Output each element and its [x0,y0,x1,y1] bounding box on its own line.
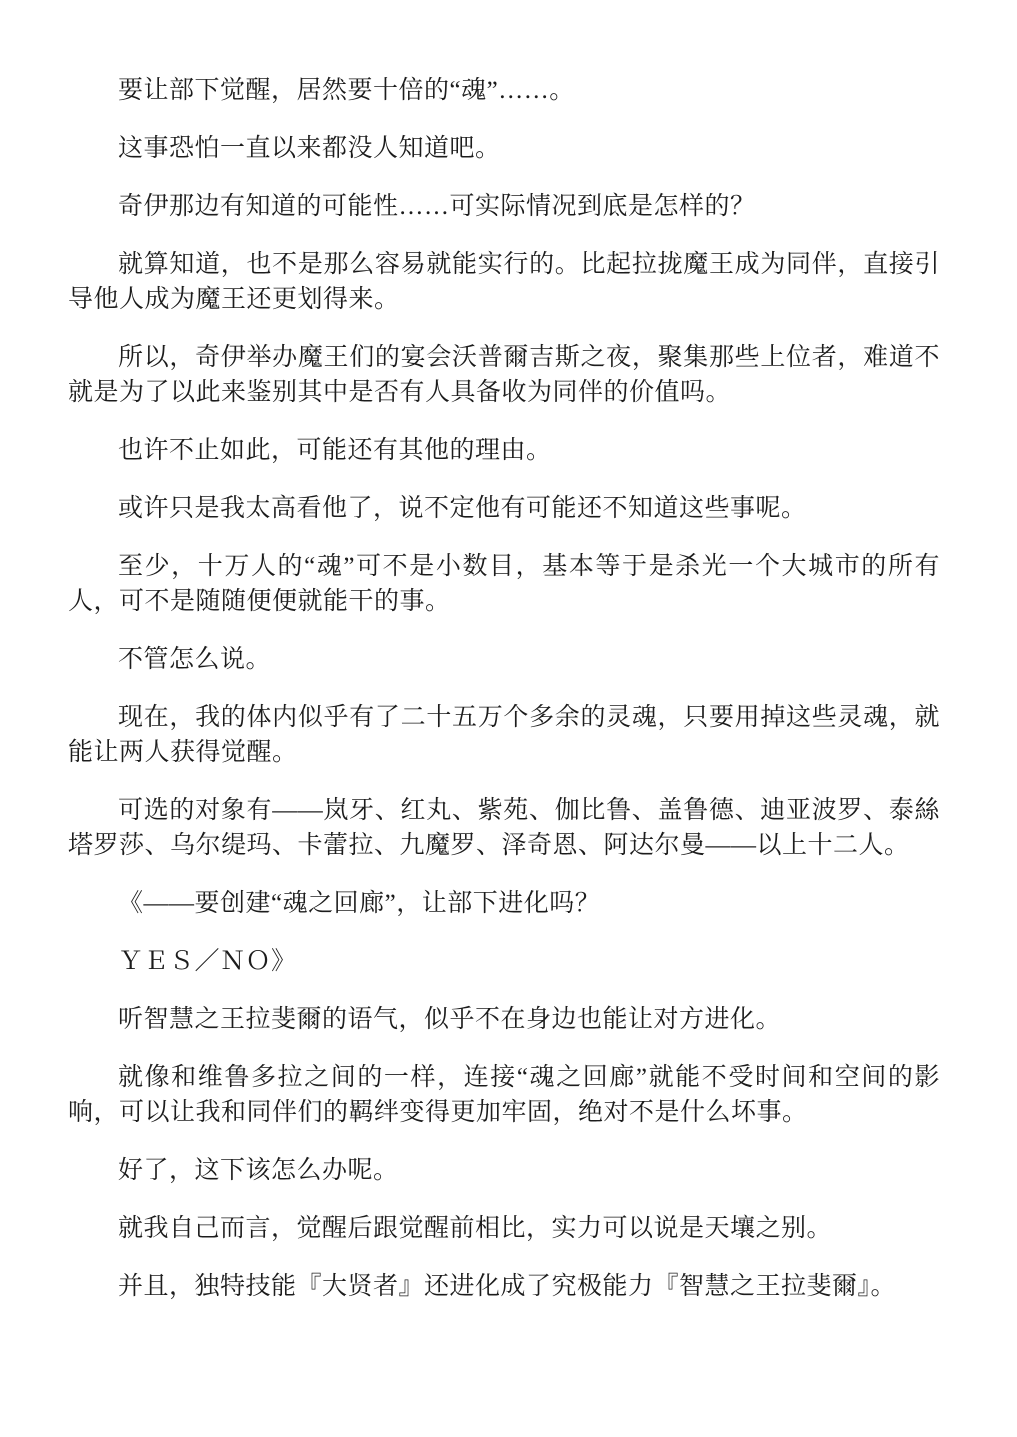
paragraph-07: 或许只是我太高看他了，说不定他有可能还不知道这些事呢。 [118,495,807,522]
paragraph-13-yes-no-option: ＹＥＳ／ＮＯ》 [118,948,297,975]
paragraph-02: 这事恐怕一直以来都没人知道吧。 [118,135,501,162]
paragraph-08: 至少，十万人的“魂”可不是小数目，基本等于是杀光一个大城市的所有人，可不是随随便便就能干的事。 [68,553,940,615]
paragraph-16: 好了，这下该怎么办呢。 [118,1157,399,1184]
paragraph-04: 就算知道，也不是那么容易就能实行的。比起拉拢魔王成为同伴，直接引导他人成为魔王还更划得来。 [68,251,940,313]
paragraph-09: 不管怎么说。 [118,646,272,673]
paragraph-05: 所以，奇伊举办魔王们的宴会沃普爾吉斯之夜，聚集那些上位者，难道不就是为了以此来鉴别其中是否有人具备收为同伴的价值吗。 [68,344,940,406]
paragraph-18: 并且，独特技能『大贤者』还进化成了究极能力『智慧之王拉斐爾』。 [118,1273,897,1300]
paragraph-12-system-prompt: 《——要创建“魂之回廊”，让部下进化吗？ [118,890,601,917]
paragraph-15: 就像和维鲁多拉之间的一样，连接“魂之回廊”就能不受时间和空间的影响，可以让我和同伴们的羁绊变得更加牢固，绝对不是什么坏事。 [68,1064,940,1126]
paragraph-17: 就我自己而言，觉醒后跟觉醒前相比，实力可以说是天壤之别。 [118,1215,833,1242]
paragraph-14: 听智慧之王拉斐爾的语气，似乎不在身边也能让对方进化。 [118,1006,782,1033]
paragraph-11: 可选的对象有——岚牙、红丸、紫苑、伽比鲁、盖鲁德、迪亚波罗、泰絲塔罗莎、乌尔缇玛、卡蕾拉、九魔罗、泽奇恩、阿达尔曼——以上十二人。 [68,797,940,859]
paragraph-06: 也许不止如此，可能还有其他的理由。 [118,437,552,464]
paragraph-10: 现在，我的体内似乎有了二十五万个多余的灵魂，只要用掉这些灵魂，就能让两人获得觉醒。 [68,704,940,766]
paragraph-01: 要让部下觉醒，居然要十倍的“魂”……。 [118,77,575,104]
paragraph-03: 奇伊那边有知道的可能性……可实际情况到底是怎样的？ [118,193,756,220]
